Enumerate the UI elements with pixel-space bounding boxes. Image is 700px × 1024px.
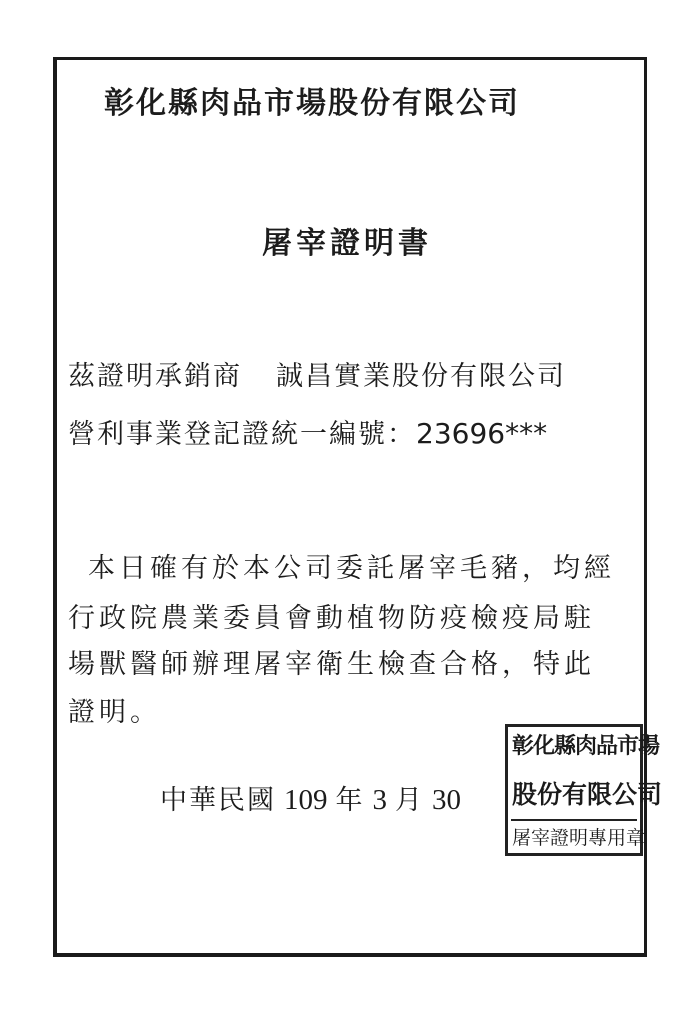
- seal-line-1: 彰化縣肉品市場: [512, 734, 660, 759]
- date-year: 109: [284, 784, 328, 816]
- date-day: 30: [432, 784, 461, 816]
- date-era: 中華民國: [160, 785, 276, 816]
- registration-number: 23696***: [416, 417, 548, 450]
- company-seal-stamp: [505, 724, 663, 856]
- date-year-unit: 年: [335, 785, 365, 816]
- seal-line-2: 股份有限公司: [512, 780, 663, 809]
- merchant-prefix: 茲證明承銷商: [68, 361, 242, 392]
- registration-label: 營利事業登記證統一編號：: [68, 419, 416, 450]
- body-line-2: 行政院農業委員會動植物防疫檢疫局駐: [68, 603, 595, 634]
- company-name: 彰化縣肉品市場股份有限公司: [104, 86, 520, 121]
- registration-line: [68, 412, 547, 451]
- date-month-unit: 月: [395, 785, 424, 816]
- document-title: 屠宰證明書: [262, 226, 432, 261]
- body-line-3: 場獸醫師辦理屠宰衛生檢查合格，特此: [68, 649, 595, 680]
- body-line-4: 證明。: [68, 697, 161, 728]
- seal-divider: [511, 819, 637, 821]
- merchant-name: 誠昌實業股份有限公司: [276, 361, 566, 392]
- seal-line-3: 屠宰證明專用章: [512, 827, 646, 849]
- date-month: 3: [372, 784, 387, 816]
- issue-date: [160, 778, 469, 817]
- merchant-line: [68, 354, 566, 393]
- body-line-1: 本日確有於本公司委託屠宰毛豬，均經: [88, 553, 615, 584]
